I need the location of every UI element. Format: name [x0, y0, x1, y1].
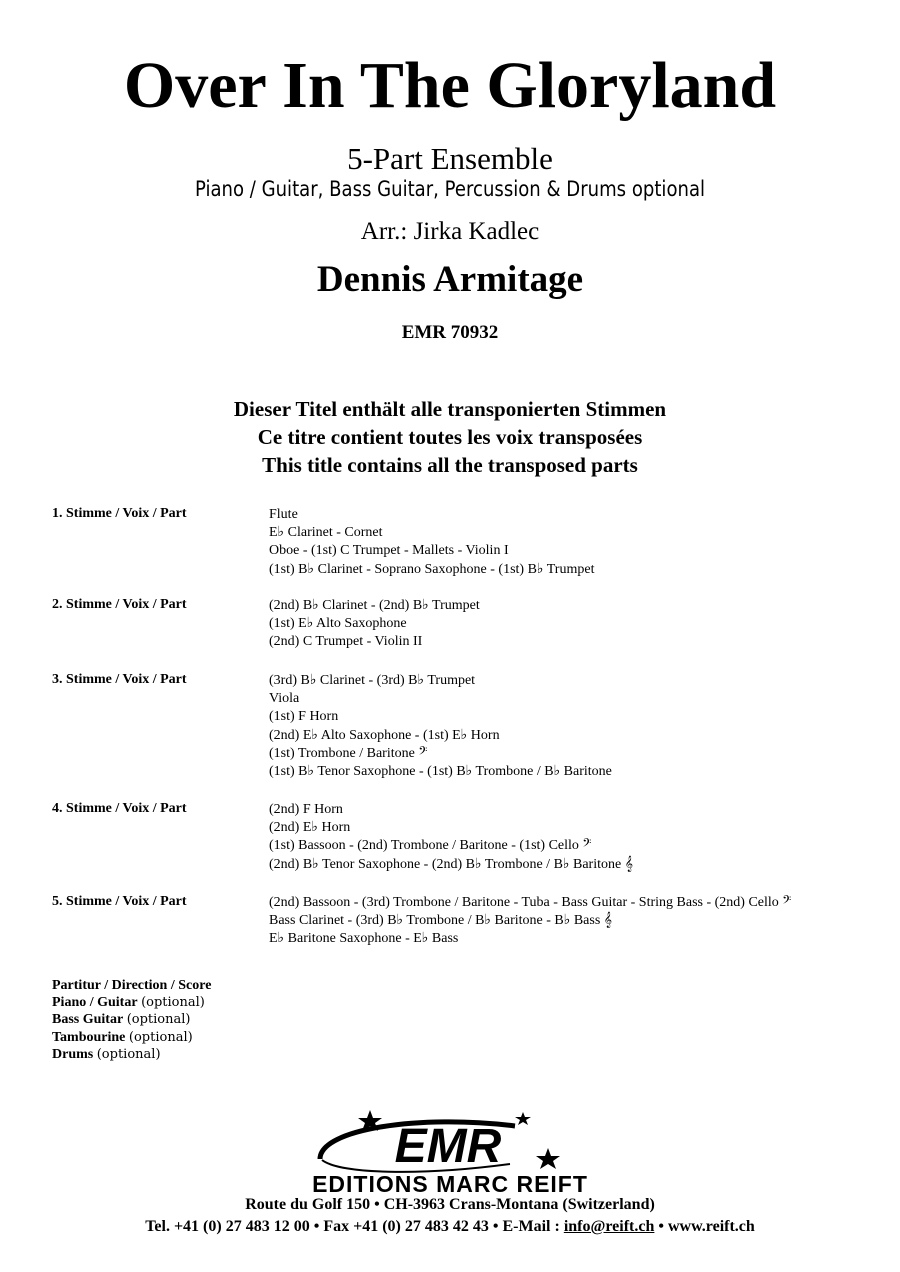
part-instrument-line: (3rd) B♭ Clarinet - (3rd) B♭ Trumpet: [269, 673, 476, 688]
part-1-instruments: [269, 506, 594, 579]
fax-number: Fax +41 (0) 27 483 42 43: [323, 1218, 489, 1235]
phone-number: Tel. +41 (0) 27 483 12 00: [145, 1218, 310, 1235]
part-instrument-line: Bass Clarinet - (3rd) B♭ Trombone / B♭ Baritone - B♭ Bass 𝄞: [269, 913, 613, 929]
extra-part-name: Piano / Guitar: [52, 995, 138, 1011]
notice-french: Ce titre contient toutes les voix transposées: [257, 425, 643, 449]
email-label: E-Mail :: [502, 1218, 560, 1235]
list-item: [52, 1029, 211, 1046]
composer-name: Dennis Armitage: [316, 259, 584, 300]
notice-german: Dieser Titel enthält alle transponierten Stimmen: [233, 397, 667, 421]
extra-part-name: Partitur / Direction / Score: [52, 978, 212, 993]
part-instrument-line: (2nd) Bassoon - (3rd) Trombone / Baritone - Tuba - Bass Guitar - String Bass - (2nd) Cello 𝄢: [269, 895, 792, 910]
notice-english: This title contains all the transposed parts: [262, 453, 638, 477]
arranger-line: Arr.: Jirka Kadlec: [360, 218, 540, 245]
list-item: [52, 1011, 211, 1028]
ensemble-subtitle: 5-Part Ensemble: [347, 141, 553, 176]
part-instrument-line: (2nd) E♭ Horn: [269, 820, 351, 836]
part-4-instruments: [269, 801, 633, 874]
part-instrument-line: (2nd) B♭ Tenor Saxophone - (2nd) B♭ Trombone / B♭ Baritone 𝄞: [269, 856, 633, 872]
part-instrument-line: (1st) Trombone / Baritone 𝄢: [269, 745, 428, 761]
part-5-instruments: [269, 894, 791, 949]
part-instrument-line: (1st) Bassoon - (2nd) Trombone / Baritone - (1st) Cello 𝄢: [269, 838, 592, 854]
part-instrument-line: Flute: [269, 507, 298, 522]
publisher-contact: Tel. +41 (0) 27 483 12 00 • Fax +41 (0) 27 483 42 43 • E-Mail : info@reift.ch • www.reift.ch: [145, 1218, 755, 1235]
part-instrument-line: Viola: [269, 691, 300, 707]
optional-note: (optional): [96, 1046, 161, 1062]
part-3-instruments: [269, 672, 612, 781]
extra-part-name: Tambourine: [52, 1029, 126, 1045]
list-item: [52, 1046, 211, 1063]
part-instrument-line: (2nd) B♭ Clarinet - (2nd) B♭ Trumpet: [269, 598, 480, 613]
star-icon: [536, 1148, 560, 1169]
part-instrument-line: (1st) B♭ Clarinet - Soprano Saxophone - (1st) B♭ Trumpet: [269, 561, 595, 577]
website-link[interactable]: www.reift.ch: [668, 1218, 755, 1235]
extra-part-name: Bass Guitar: [52, 1012, 124, 1028]
part-instrument-line: E♭ Clarinet - Cornet: [269, 525, 383, 541]
publisher-address: Route du Golf 150 • CH-3963 Crans-Montana (Switzerland): [245, 1196, 655, 1213]
extra-part-name: Drums: [52, 1046, 94, 1062]
part-instrument-line: (1st) B♭ Tenor Saxophone - (1st) B♭ Trombone / B♭ Baritone: [269, 763, 612, 779]
page-title: Over In The Gloryland: [123, 49, 777, 122]
part-instrument-line: (1st) F Horn: [269, 709, 339, 725]
part-5-label: 5. Stimme / Voix / Part: [52, 894, 187, 909]
optional-note: (optional): [128, 1029, 193, 1045]
email-link[interactable]: info@reift.ch: [563, 1218, 655, 1235]
optional-note: (optional): [141, 995, 205, 1011]
logo-emr-text: EMR: [394, 1120, 502, 1173]
star-icon: [515, 1112, 531, 1125]
list-item: [52, 994, 211, 1011]
instrumentation-line: Piano / Guitar, Bass Guitar, Percussion & Drums optional: [194, 177, 706, 201]
optional-note: (optional): [126, 1012, 191, 1028]
part-instrument-line: (2nd) E♭ Alto Saxophone - (1st) E♭ Horn: [269, 727, 500, 743]
part-instrument-line: E♭ Baritone Saxophone - E♭ Bass: [269, 931, 459, 947]
part-3-label: 3. Stimme / Voix / Part: [52, 672, 187, 687]
publisher-name: EDITIONS MARC REIFT: [312, 1171, 588, 1197]
part-instrument-line: Oboe - (1st) C Trumpet - Mallets - Violin I: [269, 543, 509, 559]
part-instrument-line: (2nd) C Trumpet - Violin II: [269, 634, 423, 650]
publisher-logo: [300, 1104, 600, 1204]
part-instrument-line: (1st) E♭ Alto Saxophone: [269, 616, 407, 632]
catalog-number: EMR 70932: [401, 322, 499, 343]
part-2-label: 2. Stimme / Voix / Part: [52, 597, 187, 612]
additional-parts-list: [52, 977, 211, 1063]
list-item: [52, 977, 211, 994]
part-1-label: 1. Stimme / Voix / Part: [52, 506, 187, 521]
part-instrument-line: (2nd) F Horn: [269, 802, 343, 817]
part-2-instruments: [269, 597, 480, 652]
part-4-label: 4. Stimme / Voix / Part: [52, 801, 187, 816]
